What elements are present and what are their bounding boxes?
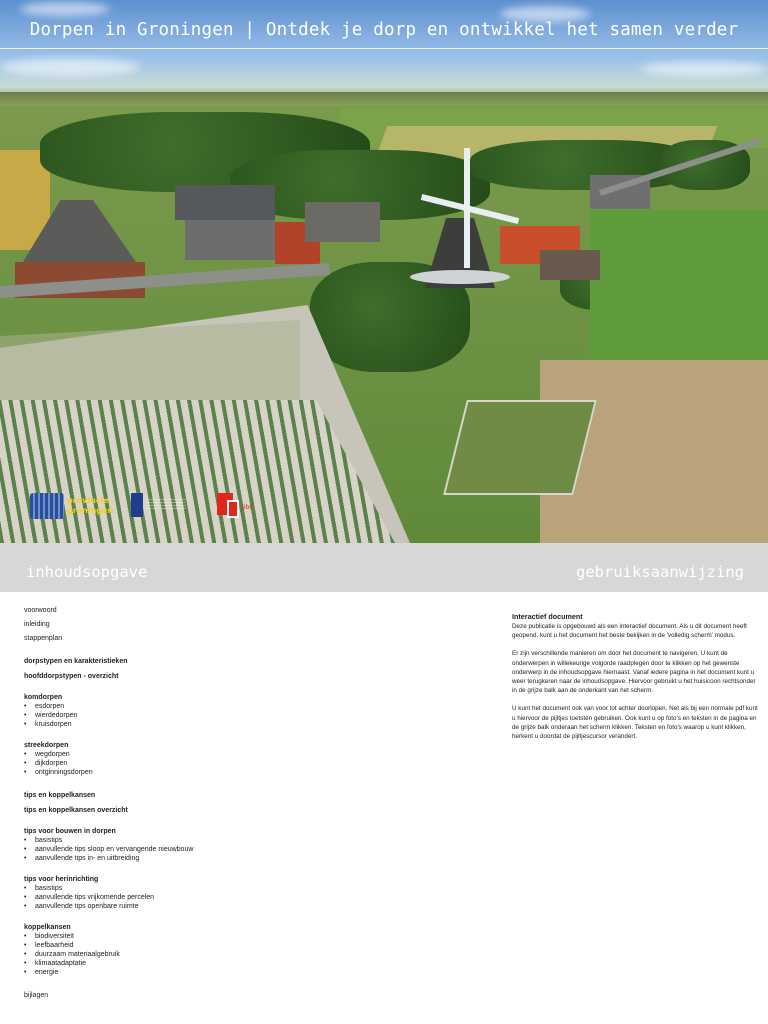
guide-paragraph: Er zijn verschillende manieren om door het document te navigeren. U kunt de onderwerpen in willekeurige volgorde raadplegen door te klikken op het gewenste onderwerp in de inhoudsopgave hiernaast. Vanaf iedere pagina in het document kunt u weer terugkeren naar de inhoudsopgave. Hiervoor gebruikt u het huisicoon rechtsonder in de grijze balk aan de onderkant van het scherm. bbox=[512, 650, 756, 695]
toc-group-bouwen[interactable]: tips voor bouwen in dorpen bbox=[24, 828, 116, 835]
toc-section-tips[interactable]: tips en koppelkansen bbox=[24, 792, 96, 799]
toc-link-vrijkomende-percelen[interactable]: • aanvullende tips vrijkomende percelen bbox=[24, 893, 354, 902]
toc-section-dorpstypen[interactable]: dorpstypen en karakteristieken bbox=[24, 658, 128, 665]
toc-group-streekdorpen[interactable]: streekdorpen bbox=[24, 742, 69, 749]
provincie-groningen-logo bbox=[30, 493, 114, 519]
house-roof bbox=[540, 250, 600, 280]
toc-link-in-uitbreiding[interactable]: • aanvullende tips in- en uitbreiding bbox=[24, 854, 354, 863]
guide-title: Interactief document bbox=[512, 612, 583, 621]
toc-group-herinrichting[interactable]: tips voor herinrichting bbox=[24, 876, 99, 883]
provincie-logo-text: groningen bbox=[67, 506, 114, 515]
toc-heading: inhoudsopgave bbox=[26, 563, 148, 581]
toc-link-openbare-ruimte[interactable]: • aanvullende tips openbare ruimte bbox=[24, 902, 354, 911]
provincie-emblem-icon bbox=[30, 493, 64, 519]
grass-strip bbox=[0, 320, 300, 400]
toc-link-materiaalgebruik[interactable]: • duurzaam materiaalgebruik bbox=[24, 950, 354, 959]
toc-link-stappenplan[interactable]: stappenplan bbox=[24, 635, 63, 642]
provincie-logo-text: provincie bbox=[67, 496, 109, 505]
vegetable-garden bbox=[443, 400, 597, 495]
user-guide bbox=[512, 612, 760, 750]
toc-link-inleiding[interactable]: inleiding bbox=[24, 621, 50, 628]
table-of-contents bbox=[24, 606, 354, 1000]
cloud bbox=[640, 62, 768, 76]
rijksoverheid-logo bbox=[131, 493, 191, 517]
toc-group-komdorpen[interactable]: komdorpen bbox=[24, 694, 63, 701]
toc-link-basistips-bouwen[interactable]: • basistips bbox=[24, 836, 354, 845]
toc-group-koppelkansen[interactable]: koppelkansen bbox=[24, 924, 71, 931]
windmill-stage bbox=[410, 270, 510, 284]
jibs-logo bbox=[217, 490, 265, 518]
cloud bbox=[20, 2, 110, 16]
jibs-house-icon bbox=[227, 500, 239, 518]
toc-link-klimaatadaptatie[interactable]: • klimaatadaptatie bbox=[24, 959, 354, 968]
toc-link-ontginningsdorpen[interactable]: • ontginningsdorpen bbox=[24, 768, 354, 777]
horizon bbox=[0, 92, 768, 106]
jibs-logo-text: jibs bbox=[242, 504, 253, 511]
guide-paragraph: U kunt het document ook van voor tot achter doorlopen. Net als bij een normale pdf kunt u hiervoor de pijltjes toetsten gebruiken. Ook kunt u op foto's en teksten in de pagina en de grijze balk onderaan het scherm klikken. Teksten en foto's waarop u kunt klikken, herkent u doordat de pijltjescursor verandert. bbox=[512, 705, 758, 741]
rijksoverheid-emblem-icon bbox=[131, 493, 143, 517]
barn-roof bbox=[175, 185, 275, 220]
title-rule bbox=[0, 48, 768, 49]
toc-link-tips-overzicht[interactable]: tips en koppelkansen overzicht bbox=[24, 807, 128, 814]
guide-paragraph: Deze publicatie is opgebouwd als een interactief document. Als u dit document heeft geopend, kunt u het document het beste bekijken in de 'volledig scherm' modus. bbox=[512, 623, 747, 640]
toc-link-esdorpen[interactable]: • esdorpen bbox=[24, 702, 354, 711]
cloud bbox=[0, 58, 140, 76]
toc-link-basistips-herinrichting[interactable]: • basistips bbox=[24, 884, 354, 893]
toc-link-hoofddorpstypen[interactable]: hoofddorpstypen - overzicht bbox=[24, 673, 119, 680]
guide-heading: gebruiksaanwijzing bbox=[576, 563, 744, 581]
toc-link-wegdorpen[interactable]: • wegdorpen bbox=[24, 750, 354, 759]
toc-link-kruisdorpen[interactable]: • kruisdorpen bbox=[24, 720, 354, 729]
toc-link-wierdedorpen[interactable]: • wierdedorpen bbox=[24, 711, 354, 720]
page-title: Dorpen in Groningen | Ontdek je dorp en ontwikkel het samen verder bbox=[29, 20, 739, 40]
toc-link-leefbaarheid[interactable]: • leefbaarheid bbox=[24, 941, 354, 950]
house-roof bbox=[305, 202, 380, 242]
toc-link-dijkdorpen[interactable]: • dijkdorpen bbox=[24, 759, 354, 768]
toc-link-sloop-nieuwbouw[interactable]: • aanvullende tips sloop en vervangende nieuwbouw bbox=[24, 845, 354, 854]
rijksoverheid-wordmark bbox=[146, 499, 186, 511]
toc-link-biodiversiteit[interactable]: • biodiversiteit bbox=[24, 932, 354, 941]
toc-link-voorwoord[interactable]: voorwoord bbox=[24, 607, 57, 614]
toc-link-energie[interactable]: • energie bbox=[24, 968, 354, 977]
barn-roof bbox=[185, 220, 275, 260]
toc-link-bijlagen[interactable]: bijlagen bbox=[24, 992, 49, 999]
